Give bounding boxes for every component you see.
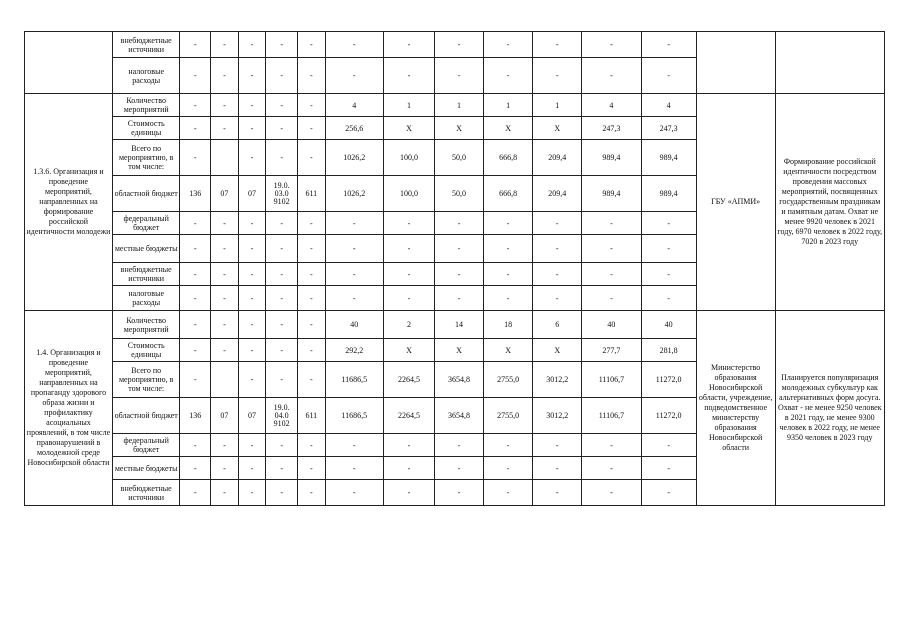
value-cell: -: [238, 434, 266, 457]
value-cell: -: [533, 480, 582, 506]
value-cell: -: [533, 32, 582, 58]
value-cell: 40: [641, 311, 696, 339]
value-cell: -: [298, 286, 326, 311]
value-cell: -: [325, 457, 383, 480]
result-cell: Формирование российской идентичности посредством проведения массовых мероприятий, посвященных государственным праздникам и памятным датам. Охват не менее 9920 человек в 2021 году, 6970 человек в 2022 году, 7020 в 2023 году: [775, 94, 885, 311]
row-label-unit_cost: Стоимость единицы: [112, 339, 179, 362]
value-cell: -: [435, 58, 484, 94]
value-cell: -: [180, 32, 211, 58]
value-cell: -: [211, 457, 239, 480]
value-cell: 247,3: [582, 117, 641, 140]
value-cell: 989,4: [582, 176, 641, 212]
value-cell: 3654,8: [435, 398, 484, 434]
value-cell: -: [266, 117, 298, 140]
value-cell: -: [582, 263, 641, 286]
value-cell: X: [383, 339, 434, 362]
value-cell: 11686,5: [325, 398, 383, 434]
value-cell: 247,3: [641, 117, 696, 140]
value-cell: -: [383, 212, 434, 235]
value-cell: -: [298, 140, 326, 176]
value-cell: -: [533, 286, 582, 311]
value-cell: -: [533, 58, 582, 94]
value-cell: -: [266, 434, 298, 457]
value-cell: -: [484, 480, 533, 506]
value-cell: 2264,5: [383, 362, 434, 398]
value-cell: -: [435, 212, 484, 235]
value-cell: -: [533, 457, 582, 480]
value-cell: -: [238, 311, 266, 339]
executor-cell: ГБУ «АПМИ»: [696, 94, 775, 311]
value-cell: -: [298, 32, 326, 58]
value-cell: 136: [180, 398, 211, 434]
value-cell: X: [383, 117, 434, 140]
value-cell: -: [238, 117, 266, 140]
value-cell: -: [484, 235, 533, 263]
value-cell: -: [582, 480, 641, 506]
value-cell: 100,0: [383, 176, 434, 212]
value-cell: -: [266, 32, 298, 58]
value-cell: 3012,2: [533, 362, 582, 398]
row-label-offbudget: внебюджетные источники: [112, 480, 179, 506]
value-cell: 07: [211, 176, 239, 212]
value-cell: -: [238, 339, 266, 362]
value-cell: -: [211, 32, 239, 58]
value-cell: -: [211, 58, 239, 94]
value-cell: 19.0. 04.0 9102: [266, 398, 298, 434]
value-cell: -: [211, 311, 239, 339]
value-cell: [211, 362, 239, 398]
value-cell: -: [211, 286, 239, 311]
value-cell: -: [325, 58, 383, 94]
value-cell: -: [641, 32, 696, 58]
value-cell: -: [325, 212, 383, 235]
value-cell: -: [582, 286, 641, 311]
value-cell: X: [435, 339, 484, 362]
result-cell: Планируется популяризация молодежных субкультур как альтернативных форм досуга. Охват - не менее 9250 человек в 2021 году, не менее 9300 человек в 2022 году, не менее 9350 человек в 2023 году: [775, 311, 885, 506]
value-cell: -: [180, 94, 211, 117]
value-cell: -: [484, 212, 533, 235]
value-cell: 2264,5: [383, 398, 434, 434]
value-cell: -: [641, 434, 696, 457]
value-cell: 07: [238, 398, 266, 434]
value-cell: -: [383, 457, 434, 480]
value-cell: 4: [325, 94, 383, 117]
value-cell: -: [484, 457, 533, 480]
row-label-regional: областной бюджет: [112, 176, 179, 212]
value-cell: -: [533, 434, 582, 457]
value-cell: 50,0: [435, 176, 484, 212]
value-cell: -: [266, 311, 298, 339]
value-cell: 666,8: [484, 140, 533, 176]
value-cell: -: [298, 362, 326, 398]
row-label-total: Всего по мероприятию, в том числе:: [112, 362, 179, 398]
value-cell: -: [266, 235, 298, 263]
value-cell: -: [641, 286, 696, 311]
value-cell: 11686,5: [325, 362, 383, 398]
value-cell: -: [484, 286, 533, 311]
value-cell: -: [298, 212, 326, 235]
value-cell: -: [484, 32, 533, 58]
value-cell: -: [582, 457, 641, 480]
value-cell: X: [484, 117, 533, 140]
value-cell: -: [533, 235, 582, 263]
value-cell: 11106,7: [582, 362, 641, 398]
value-cell: -: [383, 32, 434, 58]
value-cell: -: [641, 212, 696, 235]
value-cell: -: [180, 212, 211, 235]
value-cell: -: [180, 117, 211, 140]
value-cell: X: [484, 339, 533, 362]
value-cell: 2755,0: [484, 362, 533, 398]
value-cell: -: [325, 480, 383, 506]
row-label-tax: налоговые расходы: [112, 286, 179, 311]
value-cell: -: [266, 58, 298, 94]
value-cell: 11272,0: [641, 362, 696, 398]
value-cell: 1: [435, 94, 484, 117]
value-cell: -: [641, 457, 696, 480]
value-cell: -: [435, 263, 484, 286]
value-cell: -: [238, 457, 266, 480]
value-cell: -: [238, 286, 266, 311]
value-cell: -: [435, 434, 484, 457]
value-cell: 256,6: [325, 117, 383, 140]
value-cell: 1026,2: [325, 140, 383, 176]
value-cell: 989,4: [582, 140, 641, 176]
value-cell: -: [266, 212, 298, 235]
value-cell: -: [383, 263, 434, 286]
value-cell: -: [484, 263, 533, 286]
value-cell: 1: [533, 94, 582, 117]
value-cell: 4: [641, 94, 696, 117]
row-label-regional: областной бюджет: [112, 398, 179, 434]
table-row: [25, 311, 885, 339]
value-cell: -: [298, 480, 326, 506]
value-cell: -: [383, 286, 434, 311]
value-cell: -: [325, 286, 383, 311]
value-cell: -: [298, 457, 326, 480]
value-cell: -: [180, 362, 211, 398]
value-cell: -: [435, 457, 484, 480]
value-cell: X: [435, 117, 484, 140]
row-label-local: местные бюджеты: [112, 457, 179, 480]
value-cell: -: [325, 235, 383, 263]
row-label-count: Количество мероприятий: [112, 94, 179, 117]
value-cell: -: [266, 339, 298, 362]
row-label-federal: федеральный бюджет: [112, 434, 179, 457]
value-cell: -: [238, 362, 266, 398]
value-cell: -: [211, 339, 239, 362]
value-cell: -: [582, 32, 641, 58]
value-cell: 07: [211, 398, 239, 434]
value-cell: 209,4: [533, 140, 582, 176]
value-cell: 2755,0: [484, 398, 533, 434]
value-cell: -: [180, 58, 211, 94]
value-cell: -: [582, 434, 641, 457]
value-cell: 100,0: [383, 140, 434, 176]
value-cell: -: [238, 263, 266, 286]
value-cell: -: [211, 434, 239, 457]
value-cell: 50,0: [435, 140, 484, 176]
value-cell: 989,4: [641, 176, 696, 212]
value-cell: -: [238, 58, 266, 94]
value-cell: -: [238, 235, 266, 263]
value-cell: -: [238, 480, 266, 506]
value-cell: -: [211, 94, 239, 117]
value-cell: -: [298, 94, 326, 117]
value-cell: -: [266, 263, 298, 286]
value-cell: 11106,7: [582, 398, 641, 434]
value-cell: 611: [298, 398, 326, 434]
value-cell: 1: [484, 94, 533, 117]
row-label-offbudget: внебюджетные источники: [112, 32, 179, 58]
value-cell: -: [298, 263, 326, 286]
value-cell: -: [298, 434, 326, 457]
value-cell: -: [641, 235, 696, 263]
value-cell: 40: [325, 311, 383, 339]
value-cell: -: [211, 117, 239, 140]
value-cell: -: [180, 457, 211, 480]
value-cell: -: [641, 480, 696, 506]
value-cell: -: [180, 263, 211, 286]
table-row: [25, 32, 885, 58]
value-cell: -: [582, 58, 641, 94]
value-cell: -: [298, 117, 326, 140]
table-row: [25, 94, 885, 117]
value-cell: -: [211, 263, 239, 286]
value-cell: -: [180, 235, 211, 263]
value-cell: -: [533, 263, 582, 286]
measure-name-cell: 1.4. Организация и проведение мероприятий, направленных на пропаганду здорового образа жизни и профилактику асоциальных проявлений, в том числе правонарушений в молодежной среде Новосибирской области: [25, 311, 113, 506]
value-cell: 209,4: [533, 176, 582, 212]
row-label-total: Всего по мероприятию, в том числе:: [112, 140, 179, 176]
value-cell: 666,8: [484, 176, 533, 212]
value-cell: -: [266, 140, 298, 176]
value-cell: -: [325, 263, 383, 286]
row-label-tax: налоговые расходы: [112, 58, 179, 94]
budget-table: [24, 31, 885, 506]
value-cell: -: [180, 140, 211, 176]
value-cell: -: [211, 235, 239, 263]
value-cell: -: [582, 212, 641, 235]
measure-name-cell: 1.3.6. Организация и проведение мероприятий, направленных на формирование российской идентичности молодежи: [25, 94, 113, 311]
row-label-offbudget: внебюджетные источники: [112, 263, 179, 286]
measure-name-cell-continued: [25, 32, 113, 94]
value-cell: 1: [383, 94, 434, 117]
row-label-local: местные бюджеты: [112, 235, 179, 263]
row-label-unit_cost: Стоимость единицы: [112, 117, 179, 140]
value-cell: 07: [238, 176, 266, 212]
value-cell: -: [266, 286, 298, 311]
value-cell: -: [325, 434, 383, 457]
value-cell: -: [238, 212, 266, 235]
value-cell: -: [266, 362, 298, 398]
value-cell: -: [435, 480, 484, 506]
value-cell: 989,4: [641, 140, 696, 176]
value-cell: -: [180, 311, 211, 339]
value-cell: -: [298, 235, 326, 263]
value-cell: -: [180, 286, 211, 311]
value-cell: -: [238, 32, 266, 58]
value-cell: 18: [484, 311, 533, 339]
value-cell: -: [298, 58, 326, 94]
value-cell: -: [383, 235, 434, 263]
value-cell: 3012,2: [533, 398, 582, 434]
value-cell: X: [533, 117, 582, 140]
value-cell: 11272,0: [641, 398, 696, 434]
value-cell: -: [266, 457, 298, 480]
value-cell: -: [582, 235, 641, 263]
row-label-federal: федеральный бюджет: [112, 212, 179, 235]
value-cell: -: [325, 32, 383, 58]
value-cell: 281,8: [641, 339, 696, 362]
value-cell: -: [435, 235, 484, 263]
result-cell: [775, 32, 885, 94]
value-cell: 6: [533, 311, 582, 339]
value-cell: -: [211, 480, 239, 506]
value-cell: -: [298, 311, 326, 339]
value-cell: 292,2: [325, 339, 383, 362]
value-cell: 14: [435, 311, 484, 339]
value-cell: -: [180, 434, 211, 457]
value-cell: [211, 140, 239, 176]
value-cell: -: [484, 58, 533, 94]
value-cell: -: [383, 480, 434, 506]
value-cell: 1026,2: [325, 176, 383, 212]
executor-cell: [696, 32, 775, 94]
value-cell: 136: [180, 176, 211, 212]
value-cell: 40: [582, 311, 641, 339]
value-cell: -: [383, 58, 434, 94]
value-cell: 277,7: [582, 339, 641, 362]
value-cell: -: [484, 434, 533, 457]
value-cell: -: [383, 434, 434, 457]
value-cell: X: [533, 339, 582, 362]
value-cell: 3654,8: [435, 362, 484, 398]
value-cell: -: [435, 286, 484, 311]
value-cell: 4: [582, 94, 641, 117]
executor-cell: Министерство образования Новосибирской области, учреждение, подведомственное министерству образования Новосибирской области: [696, 311, 775, 506]
value-cell: -: [180, 339, 211, 362]
value-cell: 611: [298, 176, 326, 212]
value-cell: -: [266, 94, 298, 117]
value-cell: -: [180, 480, 211, 506]
value-cell: -: [641, 263, 696, 286]
value-cell: -: [533, 212, 582, 235]
value-cell: -: [238, 140, 266, 176]
value-cell: -: [211, 212, 239, 235]
value-cell: -: [641, 58, 696, 94]
value-cell: -: [435, 32, 484, 58]
value-cell: -: [266, 480, 298, 506]
value-cell: 19.0. 03.0 9102: [266, 176, 298, 212]
value-cell: -: [238, 94, 266, 117]
row-label-count: Количество мероприятий: [112, 311, 179, 339]
value-cell: -: [298, 339, 326, 362]
value-cell: 2: [383, 311, 434, 339]
